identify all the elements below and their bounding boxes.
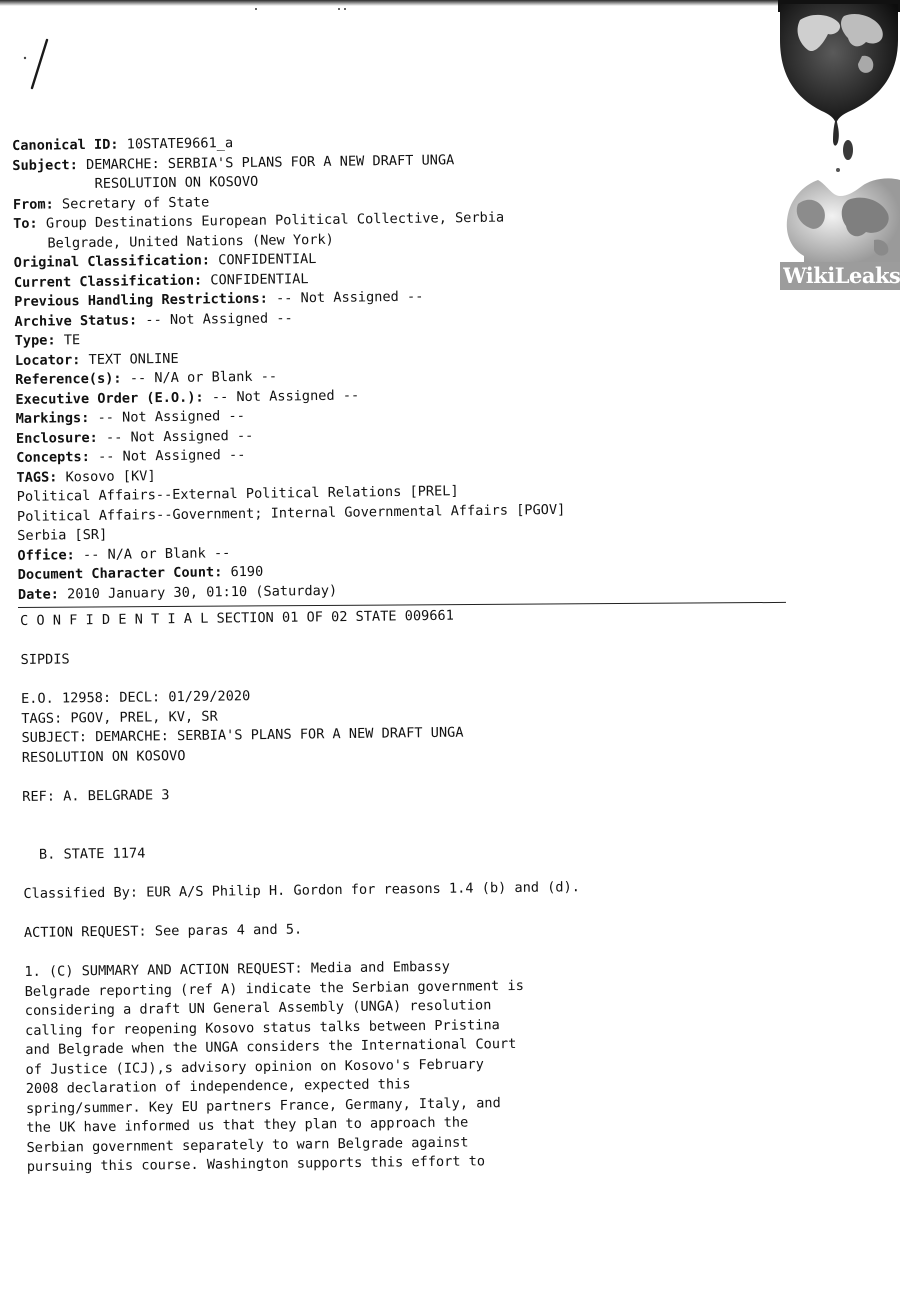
sipdis-line: SIPDIS: [20, 651, 70, 668]
reference-b: B. STATE 1174: [38, 845, 146, 863]
pen-mark-icon: [0, 20, 80, 100]
cable-body: [20, 603, 787, 1178]
paragraph-line: considering a draft UN General Assembly (UNGA) resolution: [24, 997, 492, 1019]
field-value: -- Not Assigned --: [105, 427, 254, 446]
wikileaks-logo: [778, 0, 900, 292]
field-value: -- N/A or Blank --: [129, 368, 278, 387]
tag-line: Serbia [SR]: [17, 526, 108, 544]
scan-speck: [338, 8, 340, 10]
paragraph-line: the UK have informed us that they plan to approach the: [26, 1114, 469, 1136]
field-value: -- Not Assigned --: [211, 386, 360, 405]
field-value: 2010 January 30, 01:10 (Saturday): [66, 582, 338, 602]
metadata-header: [12, 127, 788, 605]
section-header: C O N F I D E N T I A L SECTION 01 OF 02 STATE 009661: [20, 607, 454, 629]
tags-line: TAGS: PGOV, PREL, KV, SR: [21, 708, 218, 727]
paragraph-line: and Belgrade when the UNGA considers the International Court: [25, 1035, 517, 1058]
field-label: Subject:: [12, 156, 78, 174]
field-label: Reference(s):: [15, 370, 122, 388]
field-label: Canonical ID:: [12, 136, 119, 154]
field-label: Locator:: [14, 351, 81, 369]
field-value: DEMARCHE: SERBIA'S PLANS FOR A NEW DRAFT UNGA: [85, 151, 455, 173]
logo-wordmark: WikiLeaks: [783, 263, 900, 288]
paragraph-line: 2008 declaration of independence, expected this: [25, 1076, 411, 1097]
field-label: Date:: [17, 585, 60, 603]
tag-line: Political Affairs--Government; Internal Governmental Affairs [PGOV]: [16, 501, 566, 525]
field-subject-continuation: RESOLUTION ON KOSOVO: [94, 173, 259, 192]
scan-speck: [344, 8, 346, 10]
field-label: Previous Handling Restrictions:: [14, 290, 268, 310]
field-label: Executive Order (E.O.):: [15, 389, 204, 408]
scan-speck: [255, 8, 257, 10]
field-label: Markings:: [15, 410, 90, 427]
reference-a: REF: A. BELGRADE 3: [22, 786, 170, 805]
field-value: -- Not Assigned --: [97, 407, 245, 426]
field-value: -- Not Assigned --: [97, 446, 246, 465]
action-request-line: ACTION REQUEST: See paras 4 and 5.: [23, 921, 303, 941]
field-label: Concepts:: [16, 449, 90, 466]
field-value: Group Destinations European Political Collective, Serbia: [45, 209, 505, 232]
field-label: From:: [12, 195, 54, 213]
classified-by-line: Classified By: EUR A/S Philip H. Gordon for reasons 1.4 (b) and (d).: [23, 879, 581, 902]
field-label: Document Character Count:: [17, 564, 223, 583]
field-value: TEXT ONLINE: [88, 350, 179, 368]
field-label: Type:: [14, 332, 56, 349]
paragraph-line: 1. (C) SUMMARY AND ACTION REQUEST: Media and Embassy: [24, 958, 451, 980]
field-label: Original Classification:: [13, 252, 211, 271]
field-value: -- Not Assigned --: [145, 309, 293, 328]
field-value: CONFIDENTIAL: [218, 251, 317, 269]
tag-line: Political Affairs--External Political Relations [PREL]: [16, 483, 459, 505]
hourglass-globe-icon: [778, 0, 900, 292]
field-label: Archive Status:: [14, 311, 138, 330]
paragraph-line: spring/summer. Key EU partners France, Germany, Italy, and: [25, 1094, 501, 1117]
field-label: Current Classification:: [13, 272, 203, 291]
field-label: TAGS:: [16, 468, 58, 486]
field-value: 6190: [230, 563, 264, 581]
field-value: 10STATE9661_a: [126, 135, 234, 153]
paragraph-line: Serbian government separately to warn Belgrade against: [26, 1134, 469, 1156]
field-value: Secretary of State: [61, 193, 210, 212]
field-label: To:: [13, 215, 38, 232]
paragraph-line: pursuing this course. Washington supports this effort to: [26, 1153, 486, 1175]
field-label: Office:: [17, 546, 75, 564]
paragraph-line: calling for reopening Kosovo status talks between Pristina: [25, 1016, 500, 1039]
field-to-continuation: Belgrade, United Nations (New York): [47, 231, 334, 252]
subject-line: RESOLUTION ON KOSOVO: [21, 747, 186, 766]
field-value: -- N/A or Blank --: [82, 544, 231, 563]
paragraph-line: of Justice (ICJ),s advisory opinion on Kosovo's February: [25, 1055, 484, 1078]
scan-edge-shadow: [0, 0, 900, 6]
field-value: CONFIDENTIAL: [210, 270, 309, 288]
field-value: -- Not Assigned --: [275, 288, 424, 307]
paragraph-line: Belgrade reporting (ref A) indicate the Serbian government is: [24, 977, 524, 1000]
subject-line: SUBJECT: DEMARCHE: SERBIA'S PLANS FOR A NEW DRAFT UNGA: [21, 724, 464, 746]
field-value: Kosovo [KV]: [65, 467, 156, 485]
eo-line: E.O. 12958: DECL: 01/29/2020: [20, 688, 251, 707]
field-label: Enclosure:: [15, 429, 98, 447]
field-value: TE: [63, 332, 81, 349]
